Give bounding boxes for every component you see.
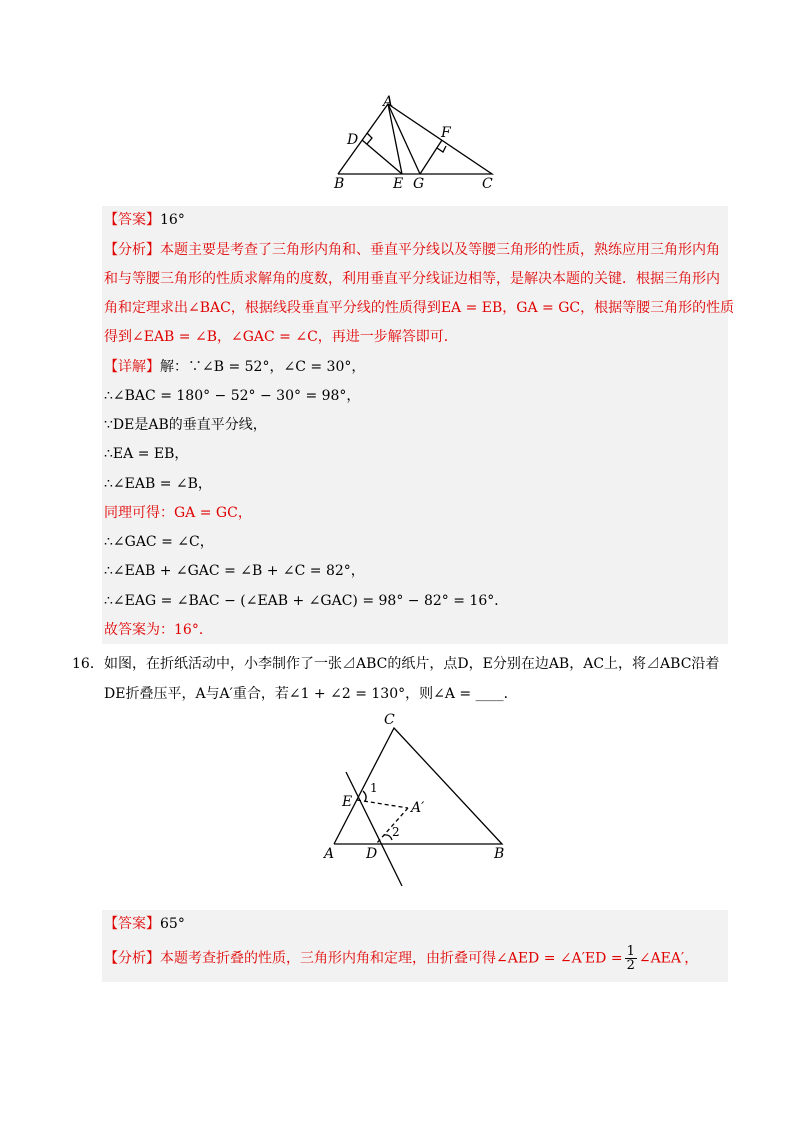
detail-line-3: ∵DE是AB的垂直平分线， bbox=[104, 417, 267, 433]
detail-line-8: ∴∠EAB + ∠GAC = ∠B + ∠C = 82°， bbox=[104, 563, 365, 579]
detail-line-4: ∴EA = EB， bbox=[104, 446, 189, 462]
fig2-label-A-prime: A′ bbox=[411, 800, 425, 816]
detail-line-10: 故答案为：16°． bbox=[104, 622, 213, 638]
answer-line-16: 【答案】65° bbox=[104, 916, 185, 932]
detail-line-6: 同理可得：GA = GC， bbox=[104, 505, 252, 521]
triangle-figure-2 bbox=[318, 708, 518, 890]
detail-line-7: ∴∠GAC = ∠C， bbox=[104, 534, 214, 550]
fraction-one-half: $\frac{1}{2}$ bbox=[626, 944, 635, 973]
analysis-line-1: 【分析】本题主要是考查了三角形内角和、垂直平分线以及等腰三角形的性质，熟练应用三角形内角 bbox=[104, 242, 720, 258]
fig2-label-D: D bbox=[366, 846, 378, 862]
analysis-line-3: 角和定理求出∠BAC，根据线段垂直平分线的性质得到EA = EB，GA = GC，根据等腰三角形的性质 bbox=[104, 300, 735, 316]
question-16-line-1: 如图，在折纸活动中，小李制作了一张⊿ABC的纸片，点D，E分别在边AB，AC上，将⊿ABC沿着 bbox=[104, 656, 720, 672]
detail-line-9: ∴∠EAG = ∠BAC − (∠EAB + ∠GAC) = 98° − 82° = 16°． bbox=[104, 593, 509, 609]
fig2-label-2: 2 bbox=[392, 825, 400, 839]
fig2-label-E: E bbox=[342, 794, 353, 810]
fig2-label-C: C bbox=[384, 712, 395, 728]
detail-line-5: ∴∠EAB = ∠B， bbox=[104, 476, 212, 492]
fig2-label-1: 1 bbox=[370, 781, 378, 795]
label-B: B bbox=[334, 176, 345, 192]
label-F: F bbox=[441, 125, 451, 141]
analysis-line-16: 【分析】本题考查折叠的性质，三角形内角和定理，由折叠可得∠AED = ∠A′ED = $\frac{1}{2}$ ∠AEA′， bbox=[104, 944, 699, 973]
triangle-figure-1 bbox=[320, 92, 510, 192]
label-C: C bbox=[482, 176, 493, 192]
answer-line-15: 【答案】16° bbox=[104, 212, 185, 228]
fig2-label-B: B bbox=[494, 846, 505, 862]
analysis-line-4: 得到∠EAB = ∠B，∠GAC = ∠C，再进一步解答即可． bbox=[104, 329, 458, 345]
label-D: D bbox=[347, 132, 359, 148]
question-16-line-2: DE折叠压平，A与A′重合，若∠1 + ∠2 = 130°，则∠A = ____． bbox=[104, 686, 518, 702]
label-G: G bbox=[413, 176, 425, 192]
fig2-label-A: A bbox=[324, 846, 335, 862]
analysis-line-2: 和与等腰三角形的性质求解角的度数，利用垂直平分线证边相等，是解决本题的关键．根据三角形内 bbox=[104, 271, 720, 287]
detail-line-1: 【详解】解：∵∠B = 52°，∠C = 30°， bbox=[104, 359, 366, 375]
detail-line-2: ∴∠BAC = 180° − 52° − 30° = 98°， bbox=[104, 388, 361, 404]
label-A: A bbox=[383, 94, 394, 110]
label-E: E bbox=[393, 176, 404, 192]
question-number-16: 16． bbox=[72, 656, 104, 672]
